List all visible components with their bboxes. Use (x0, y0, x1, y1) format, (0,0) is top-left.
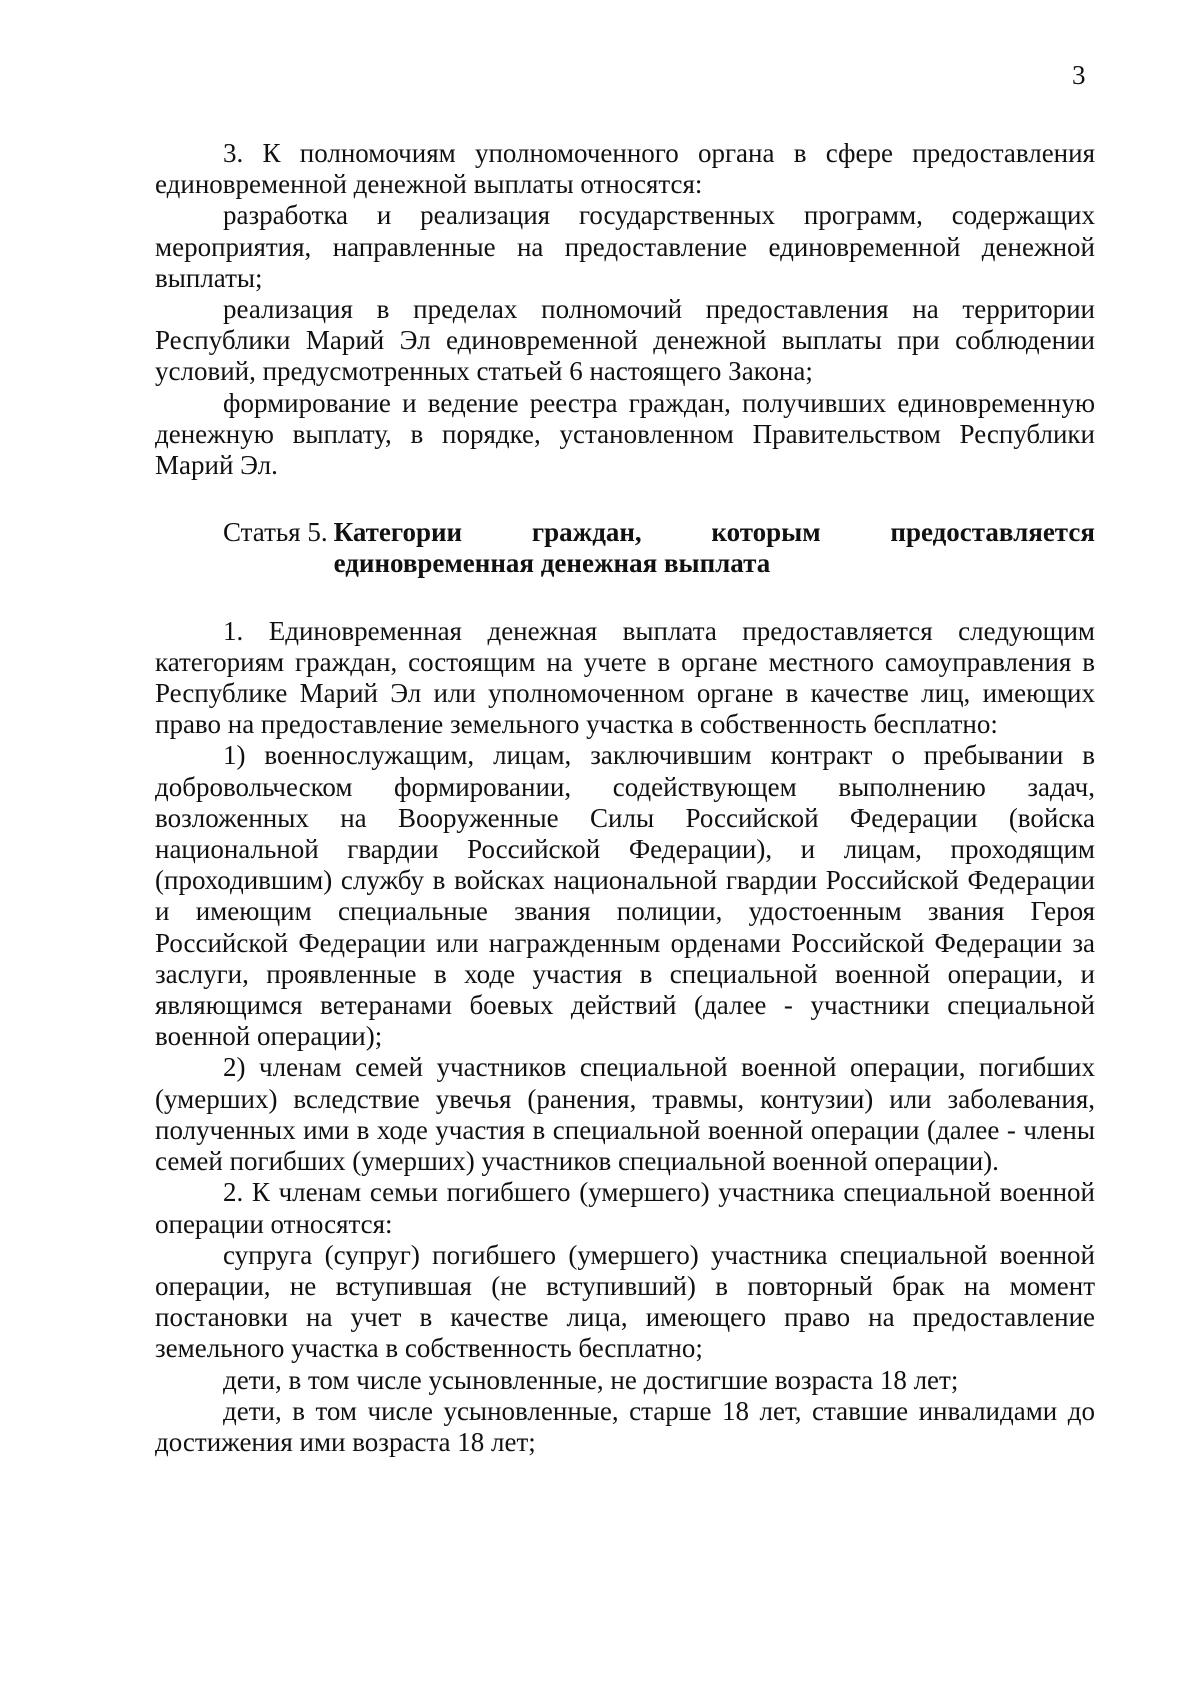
paragraph-category-1: 1) военнослужащим, лицам, заключившим контракт о пребывании в добровольческом формировании, содействующем выполнению задач, возложенных на Вооруженные Силы Российской Федерации (войска национальной гвардии Российской Федерации), и лицам, проходящим (проходившим) службу в войсках национальной гвардии Российской Федерации и имеющим специальные звания полиции, удостоенным звания Героя Российской Федерации или награжденным орденами Российской Федерации за заслуги, проявленные в ходе участия в специальной военной операции, и являющимся ветеранами боевых действий (далее - участники специальной военной операции); (155, 740, 1095, 1052)
paragraph-powers-item-1: разработка и реализация государственных программ, содержащих мероприятия, направленные на предоставление единовременной денежной выплаты; (155, 200, 1095, 293)
paragraph-category-2: 2) членам семей участников специальной военной операции, погибших (умерших) вследствие увечья (ранения, травмы, контузии) или заболевания, полученных ими в ходе участия в специальной военной операции (далее - члены семей погибших (умерших) участников специальной военной операции). (155, 1052, 1095, 1177)
document-body (155, 138, 1095, 1458)
paragraph-family-children: дети, в том числе усыновленные, не достигшие возраста 18 лет; (223, 1364, 959, 1395)
page-number: 3 (1072, 60, 1086, 90)
article-heading (155, 517, 1095, 579)
paragraph-powers-intro: 3. К полномочиям уполномоченного органа в сфере предоставления единовременной денежной выплаты относятся: (155, 138, 1095, 200)
paragraph-family-intro: 2. К членам семьи погибшего (умершего) участника специальной военной операции относятся: (155, 1177, 1095, 1239)
paragraph-family-adult-children: дети, в том числе усыновленные, старше 18 лет, ставшие инвалидами до достижения ими возраста 18 лет; (155, 1395, 1095, 1457)
article-label: Статья 5. (223, 517, 328, 548)
paragraph-powers-item-2: реализация в пределах полномочий предоставления на территории Республики Марий Эл единовременной денежной выплаты при соблюдении условий, предусмотренных статьей 6 настоящего Закона; (155, 294, 1095, 387)
paragraph-categories-intro: 1. Единовременная денежная выплата предоставляется следующим категориям граждан, состоящим на учете в органе местного самоуправления в Республике Марий Эл или уполномоченном органе в качестве лиц, имеющих право на предоставление земельного участка в собственность бесплатно: (155, 615, 1095, 740)
paragraph-powers-item-3: формирование и ведение реестра граждан, получивших единовременную денежную выплату, в порядке, установленном Правительством Республики Марий Эл. (155, 387, 1095, 481)
paragraph-family-spouse: супруга (супруг) погибшего (умершего) участника специальной военной операции, не вступившая (не вступивший) в повторный брак на момент постановки на учет в качестве лица, имеющего право на предоставление земельного участка в собственность бесплатно; (155, 1239, 1095, 1364)
article-title: Категории граждан, которым предоставляется единовременная денежная выплата (333, 517, 1095, 579)
